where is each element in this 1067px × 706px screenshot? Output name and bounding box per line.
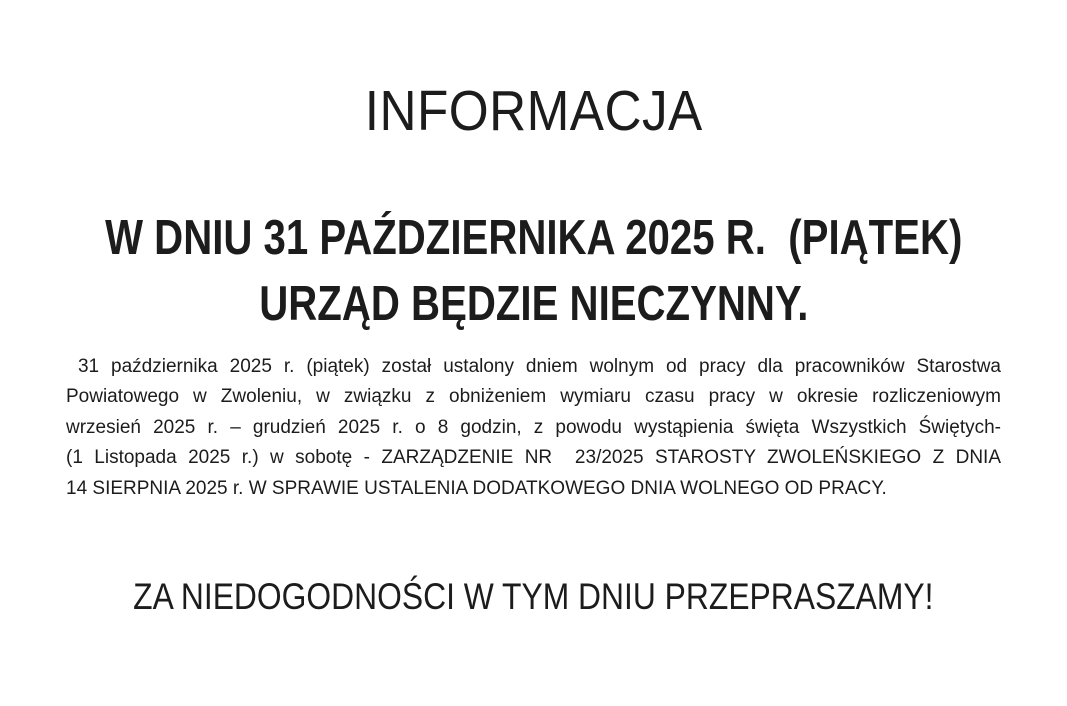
body-line-5: 14 SIERPNIA 2025 r. W SPRAWIE USTALENIA DODATKOWEGO DNIA WOLNEGO OD PRACY. xyxy=(66,477,887,499)
notice-title xyxy=(0,78,1067,144)
notice-title-text: INFORMACJA xyxy=(364,79,703,143)
body-line-4: (1 Listopada 2025 r.) w sobotę - ZARZĄDZENIE NR 23/2025 STAROSTY ZWOLEŃSKIEGO Z DNIA xyxy=(66,447,1001,469)
headline-line-2-text: URZĄD BĘDZIE NIECZYNNY. xyxy=(258,277,809,331)
notice-closing-text: ZA NIEDOGODNOŚCI W TYM DNIU PRZEPRASZAMY! xyxy=(133,576,934,617)
headline-line-2 xyxy=(0,276,1067,332)
body-line-3: wrzesień 2025 r. – grudzień 2025 r. o 8 godzin, z powodu wystąpienia święta Wszystkich Świętych- xyxy=(66,416,1001,438)
notice-body xyxy=(66,352,1001,504)
headline-line-1 xyxy=(0,210,1067,266)
notice-closing xyxy=(0,576,1067,618)
body-line-2: Powiatowego w Zwoleniu, w związku z obniżeniem wymiaru czasu pracy w okresie rozliczeniowym xyxy=(66,386,1001,408)
headline-line-1-text: W DNIU 31 PAŹDZIERNIKA 2025 R. (PIĄTEK) xyxy=(104,211,963,265)
body-line-1: 31 października 2025 r. (piątek) został ustalony dniem wolnym od pracy dla pracowników Starostwa xyxy=(66,356,1001,377)
